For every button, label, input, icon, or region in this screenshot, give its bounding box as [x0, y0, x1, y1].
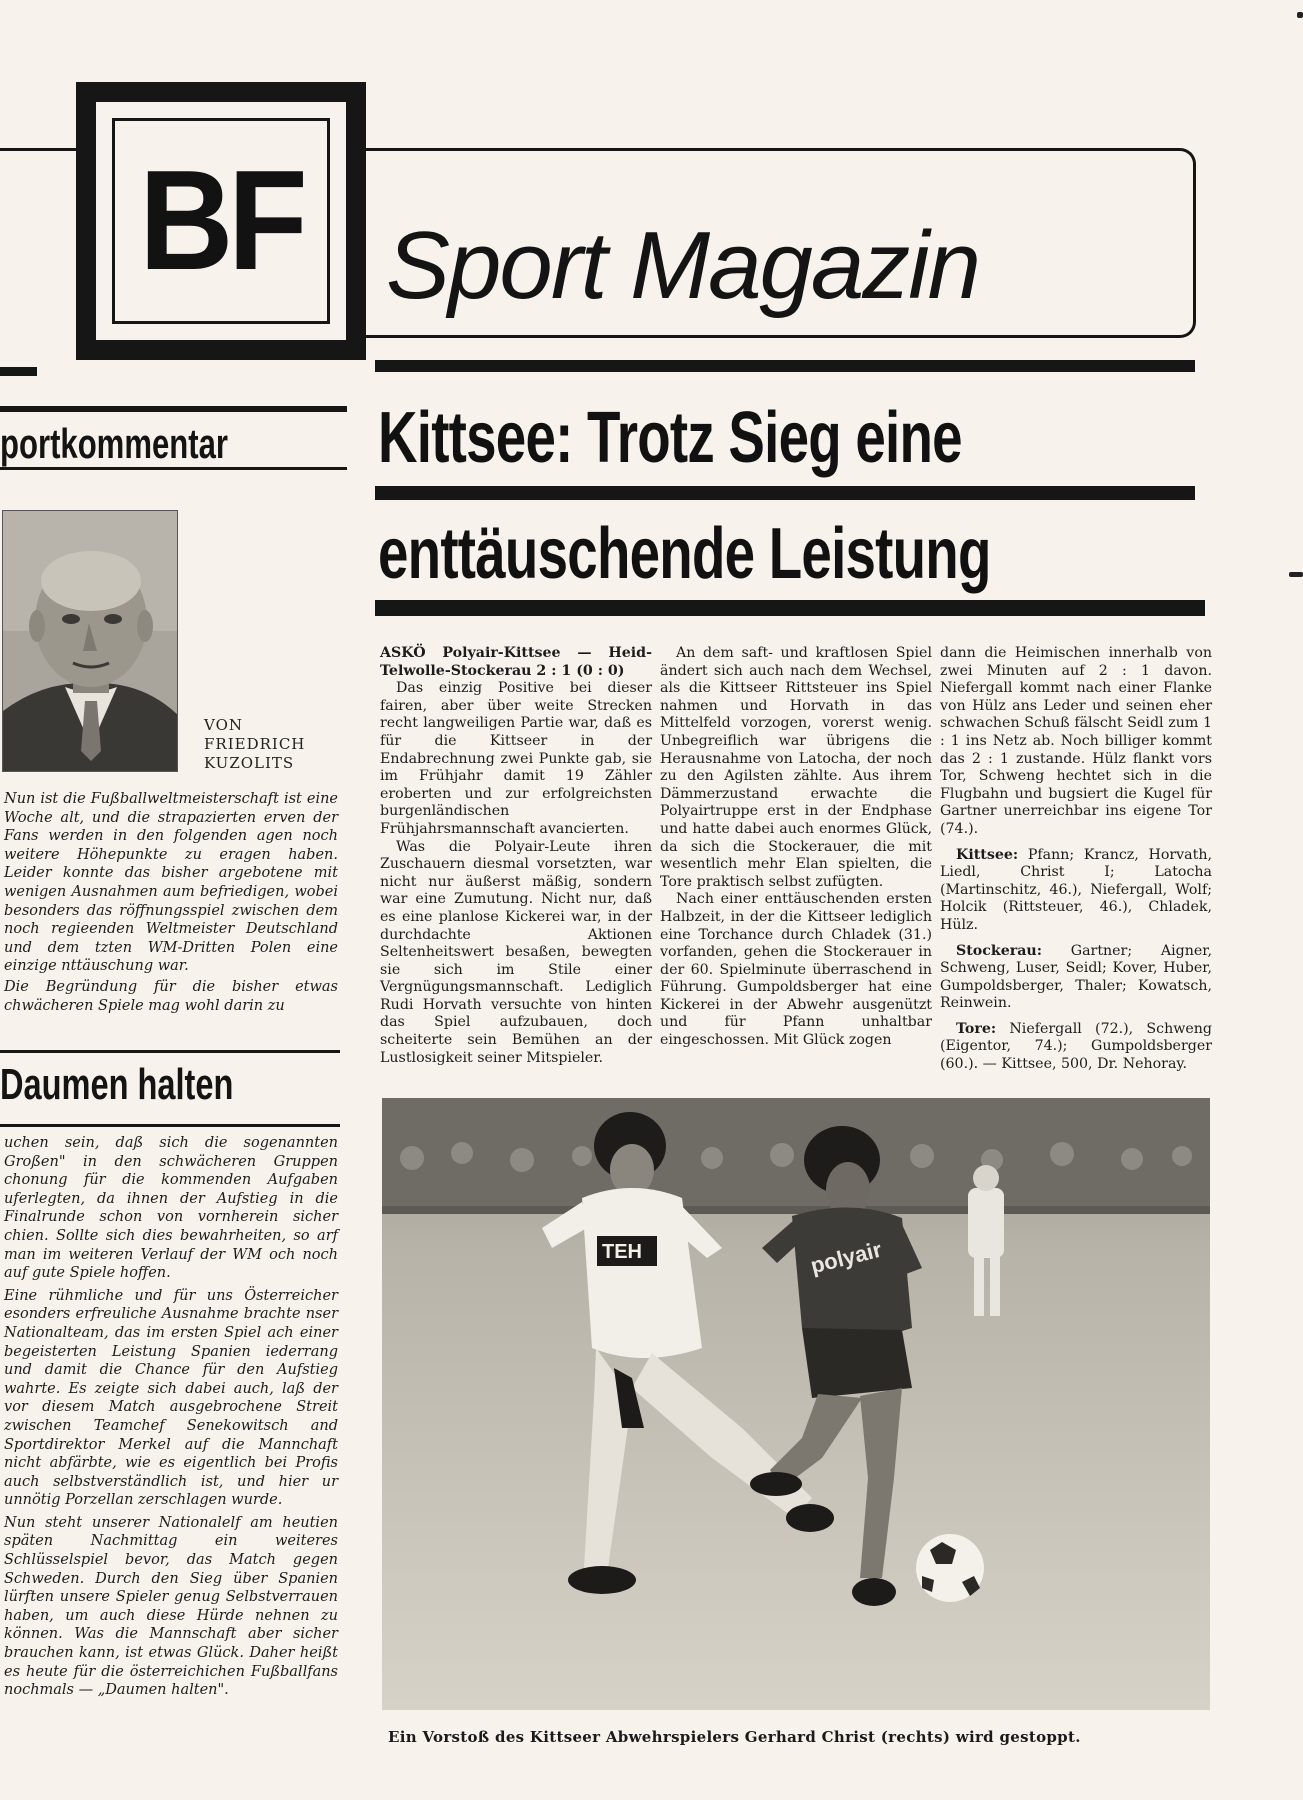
author-last-name: KUZOLITS: [204, 754, 295, 772]
right-player-shirt-text: polyair: [808, 1236, 885, 1279]
author-first-name: FRIEDRICH: [204, 735, 306, 753]
article-paragraph: Nach einer enttäuschenden ersten Halbzeit, in der die Kittseer lediglich eine Torchance durch Chladek (31.) vorfanden, gehen die Stockerauer in der 60. Spielminute überraschend in Führung. Gumpoldsberger hat eine Kickerei in der Abwehr ausgenützt und für Pfann unhaltbar eingeschossen. Mit Glück zogen: [660, 891, 932, 1049]
commentary-body-bottom: [4, 1134, 338, 1700]
bf-logo-inner: [112, 118, 330, 324]
article-column-3: [940, 645, 1212, 1074]
commentary-paragraph: Nun ist die Fußballweltmeisterschaft ist eine Woche alt, und die strapazierten erven der Fans werden in den folgenden agen noch weitere Höhepunkte zu eragen haben. Leider konnte das bisher argebotene mit wenigen Ausnahmen aum befriedigen, wobei besonders das röffnungsspiel zwischen dem noch regieenden Weltmeister Deutschland und dem tzten WM-Dritten Polen eine einzige nttäuschung war.: [4, 791, 338, 975]
match-photo-image: [382, 1098, 1210, 1710]
page-edge-mark: [1289, 572, 1303, 577]
lineup-stockerau-label: Stockerau:: [956, 942, 1042, 959]
left-rule-stub: [0, 367, 37, 376]
match-photo: [382, 1098, 1210, 1710]
page-edge-mark: [1297, 12, 1303, 18]
commentary-top-rule: [0, 406, 347, 412]
article-column-1: [380, 645, 652, 1067]
commentary-head-rule: [0, 467, 347, 470]
goals-text: Niefergall (72.), Schweng (Eigentor, 74.); Gumpoldsberger (60.). — Kittsee, 500, Dr. Nehoray.: [940, 1020, 1212, 1073]
bf-logo-frame: [76, 82, 366, 360]
author-portrait: [2, 510, 178, 772]
commentary-section-label: portkommentar: [0, 420, 228, 467]
article-paragraph: An dem saft- und kraftlosen Spiel ändert sich auch nach dem Wechsel, als die Kittseer Rittsteuer ins Spiel nahmen und Horvath in das Mittelfeld vorzogen, vorerst wenig. Unbegreiflich war übrigens die Herausnahme von Latocha, der noch zu den Agilsten zählte. Aus ihrem Dämmerzustand erwachte die Polyairtruppe erst in der Endphase und hatte dabei auch enormes Glück, da sich die Stockerauer, die mit wesentlich mehr Elan spielten, die Tore praktisch selbst zufügten.: [660, 645, 932, 890]
commentary-paragraph: Nun steht unserer Nationalelf am heutien späten Nachmittag ein weiteres Schlüsselspiel bevor, das Match gegen Schweden. Durch den Sieg über Spanien lürften unsere Spieler genug Selbstverrauen haben, um auch diese Hürde nehnen zu können. Was die Mannschaft aber sicher brauchen kann, ist etwas Glück. Daher heißt es heute für die österreichichen Fußballfans nochmals — „Daumen halten".: [4, 1514, 338, 1699]
lineup-kittsee-label: Kittsee:: [956, 846, 1019, 863]
subhead-rule-top: [0, 1050, 340, 1053]
headline-line-2: enttäuschende Leistung: [378, 514, 991, 594]
article-column-2: [660, 645, 932, 1050]
bf-logo: BF: [139, 141, 303, 300]
article-paragraph: Was die Polyair-Leute ihren Zuschauern diesmal vorsetzten, war nicht nur äußerst mäßig, sondern war eine Zumutung. Nicht nur, daß es eine planlose Kickerei war, in der durchdachte Aktionen Seltenheitswert besaßen, bewegten sie sich im Stile einer Vergnügungsmannschaft. Lediglich Rudi Horvath versuchte von hinten das Spiel aufzubauen, doch scheiterte sein Bemühen an der Lustlosigkeit seiner Mitspieler.: [380, 838, 652, 1066]
goals-label: Tore:: [956, 1020, 997, 1037]
lineup-kittsee-players: Pfann; Krancz, Horvath, Liedl, Christ I; Latocha (Martinschitz, 46.), Niefergall, Wolf; Holcik (Rittsteuer, 46.), Chladek, Hülz.: [940, 846, 1212, 933]
commentary-paragraph: Die Begründung für die bisher etwas chwächeren Spiele mag wohl darin zu: [4, 978, 338, 1014]
commentary-paragraph: Eine rühmliche und für uns Österreicher esonders erfreuliche Ausnahme brachte nser Nationalteam, das im ersten Spiel ach einer begeisterten Leistung Spanien iederrang und damit die Chance für den Aufstieg wahrte. Es zeigte sich dabei auch, laß der vor diesem Match ausgebrochene Streit zwischen Teamchef Senekowitsch and Sportdirektor Merkel auf die Mannchaft nicht abfärbte, wie es eigentlich bei Profis auch selbstverständlich ist, und hier ur unnötig Porzellan zerschlagen wurde.: [4, 1287, 338, 1509]
photo-caption: Ein Vorstoß des Kittseer Abwehrspielers Gerhard Christ (rechts) wird gestoppt.: [388, 1728, 1081, 1746]
author-credit: [204, 716, 305, 773]
commentary-paragraph: uchen sein, daß sich die sogenannten Großen" in den schwächeren Gruppen chonung für die kommenden Aufgaben uferlegten, da ihnen der Aufstieg in die Finalrunde schon von vornherein sicher chien. Sollte sich dies bewahrheiten, so arf man im weiteren Verlauf der WM och noch auf gute Spiele hoffen.: [4, 1135, 338, 1282]
lineup-stockerau: [940, 943, 1212, 1013]
article-paragraph: dann die Heimischen innerhalb von zwei Minuten auf 2 : 1 davon. Niefergall kommt nach einer Flanke von Hülz ans Leder und seinen eher schwachen Schuß fälscht Seidl zum 1 : 1 ins Netz ab. Noch billiger kommt das 2 : 1 zustande. Hülz flankt vors Tor, Schweng hechtet sich in die Flugbahn und bugsiert die Kugel für Gartner unerreichbar ins eigene Tor (74.).: [940, 645, 1212, 837]
lineup-kittsee: [940, 847, 1212, 935]
left-player-shirt-text: TEH: [602, 1241, 642, 1263]
subhead-rule-bottom: [0, 1124, 340, 1127]
section-title: Sport Magazin: [386, 212, 979, 319]
article-paragraph: Das einzig Positive bei dieser fairen, aber über weite Strecken recht langweiligen Partie war, daß es für die Kittseer in der Endabrechnung zwei Punkte gab, sie im Frühjahr damit 19 Zähler eroberten und zur erfolgreichsten burgenländischen Frühjahrsmannschaft avancierten.: [380, 680, 652, 837]
author-prefix: VON: [204, 716, 243, 734]
headline-line-1: Kittsee: Trotz Sieg eine: [378, 398, 962, 478]
headline-rule-1: [375, 360, 1195, 372]
lineup-stockerau-players: Gartner; Aigner, Schweng, Luser, Seidl; Kover, Huber, Gumpoldsberger, Thaler; Kowatsch, Reinwein.: [940, 942, 1213, 1012]
goals: [940, 1021, 1212, 1074]
commentary-subhead: Daumen halten: [0, 1060, 234, 1109]
headline-rule-3: [375, 600, 1205, 616]
author-portrait-image: [3, 511, 178, 772]
match-line: ASKÖ Polyair-Kittsee — Heid-Telwolle-Stockerau 2 : 1 (0 : 0): [380, 645, 652, 679]
masthead-rule-left: [0, 148, 76, 151]
commentary-body-top: [4, 790, 338, 1015]
headline-rule-2: [375, 486, 1195, 500]
